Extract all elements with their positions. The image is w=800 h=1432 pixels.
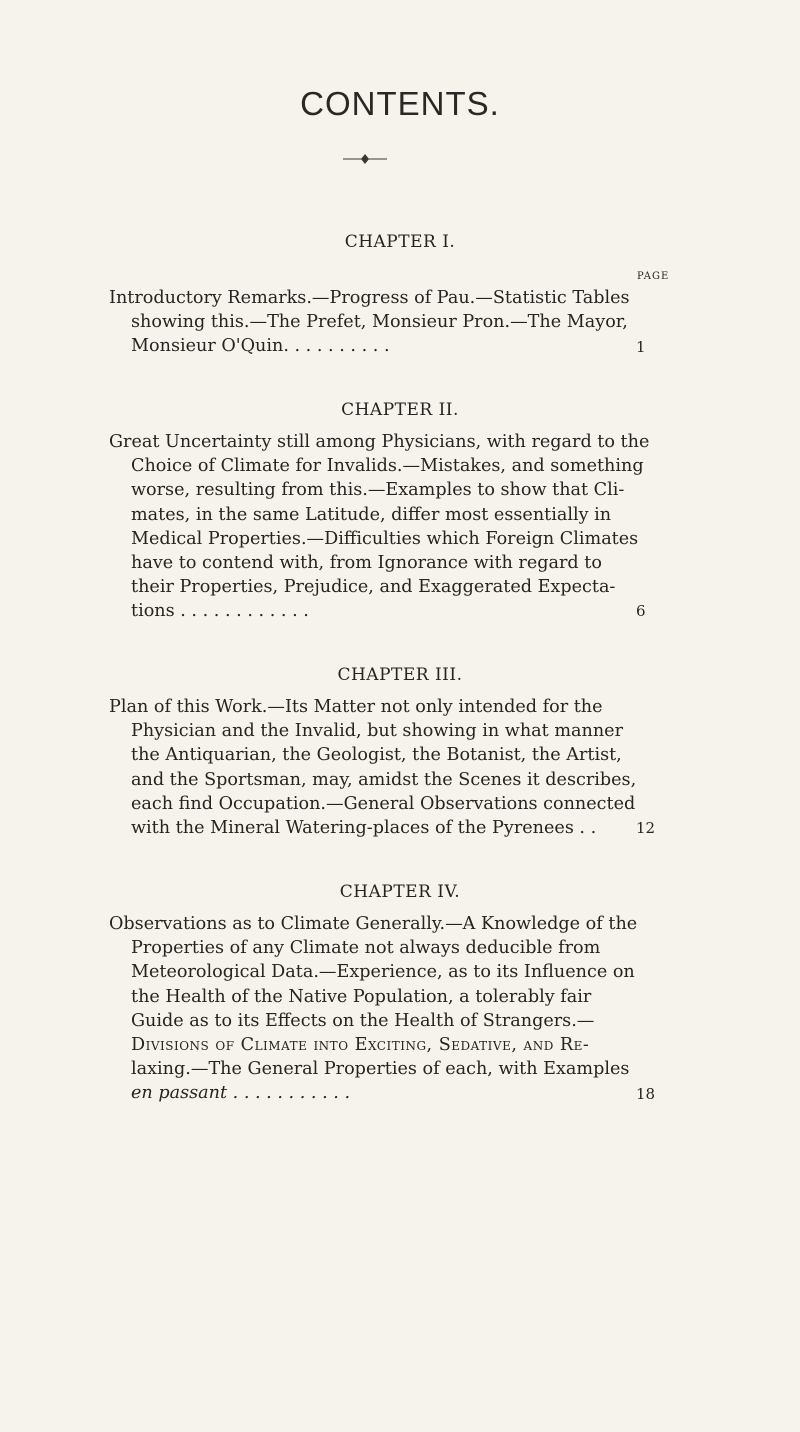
page-title: CONTENTS. — [300, 85, 500, 122]
entry-line: Observations as to Climate Generally.—A Knowledge of the — [109, 914, 638, 934]
chapter-2-entry — [109, 430, 659, 624]
entry-line: the Antiquarian, the Geologist, the Botanist, the Artist, — [131, 745, 622, 766]
page-column-label: PAGE — [637, 271, 670, 282]
chapter-1-entry — [109, 286, 659, 359]
entry-line: Choice of Climate for Invalids.—Mistakes, and something — [131, 456, 644, 477]
entry-line: worse, resulting from this.—Examples to show that Cli- — [131, 480, 625, 501]
entry-line: have to contend with, from Ignorance with regard to — [131, 553, 602, 574]
entry-line: Properties of any Climate not always deducible from — [131, 938, 601, 959]
entry-line: Plan of this Work.—Its Matter not only intended for the — [109, 697, 603, 717]
entry-line: Introductory Remarks.—Progress of Pau.—Statistic Tables — [109, 288, 630, 308]
chapter-3-heading: CHAPTER III. — [337, 665, 463, 685]
entry-line: the Health of the Native Population, a tolerably fair — [131, 986, 592, 1007]
chapter-2-page-number: 6 — [636, 602, 646, 620]
chapter-2-heading: CHAPTER II. — [341, 400, 459, 420]
chapter-1-page-number: 1 — [636, 338, 646, 356]
entry-line: their Properties, Prejudice, and Exaggerated Expecta- — [131, 577, 616, 598]
entry-line: mates, in the same Latitude, differ most essentially in — [131, 504, 612, 525]
chapter-3-entry — [109, 695, 659, 840]
entry-line: Meteorological Data.—Experience, as to its Influence on — [131, 962, 635, 983]
entry-line: tions . . . . . . . . . . . . — [131, 601, 309, 622]
chapter-4-page-number: 18 — [636, 1085, 656, 1103]
entry-line: Guide as to its Effects on the Health of Strangers.— — [131, 1010, 595, 1031]
entry-line: Monsieur O'Quin. . . . . . . . . . — [131, 336, 390, 357]
entry-line: Medical Properties.—Difficulties which Foreign Climates — [131, 528, 639, 549]
entry-line: laxing.—The General Properties of each, with Examples — [131, 1059, 630, 1080]
entry-line: en passant . . . . . . . . . . . — [131, 1083, 351, 1104]
chapter-3-page-number: 12 — [636, 819, 656, 837]
entry-line: Great Uncertainty still among Physicians, with regard to the — [109, 432, 650, 452]
chapter-4-heading: CHAPTER IV. — [339, 882, 461, 902]
chapter-4-entry — [109, 912, 659, 1106]
entry-line: each find Occupation.—General Observations connected — [131, 793, 636, 814]
entry-line: with the Mineral Watering-places of the Pyrenees . . — [131, 818, 597, 839]
chapter-1-heading: CHAPTER I. — [344, 232, 456, 252]
entry-line: Divisions of Climate into Exciting, Sedative, and Re- — [131, 1035, 590, 1056]
ornament-divider — [343, 152, 387, 166]
entry-line: showing this.—The Prefet, Monsieur Pron.—The Mayor, — [131, 312, 628, 333]
entry-line: and the Sportsman, may, amidst the Scenes it describes, — [131, 769, 637, 790]
entry-line: Physician and the Invalid, but showing in what manner — [131, 721, 623, 742]
